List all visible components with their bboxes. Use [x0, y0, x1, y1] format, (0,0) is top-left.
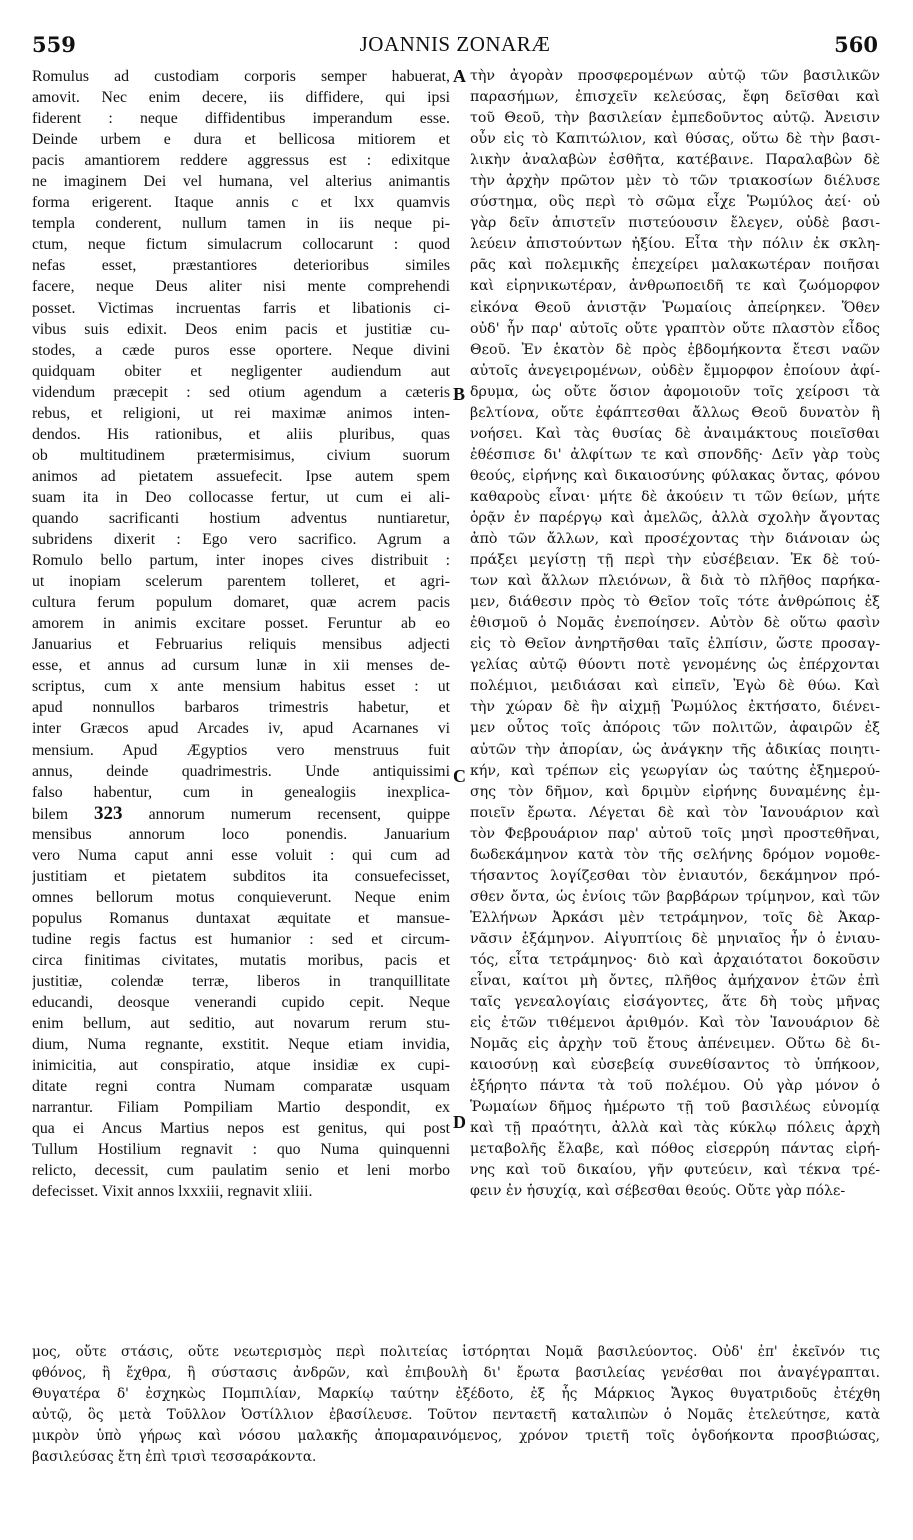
latin-text-line: inimicitia, aut conspiratio, atque insidiæ ex cupi- [32, 1057, 450, 1075]
latin-text-line: Tullum Hostilium regnavit : quo Numa quinquenni [32, 1141, 450, 1159]
greek-text-line: πράξει μεγίστῃ τῇ περὶ τὴν εὐσέβειαν. Ἐκ δὲ τού- [470, 552, 880, 569]
greek-text-line: πολέμιοι, μειδιάσαι καὶ εἰπεῖν, Ἐγὼ δὲ θύω. Καὶ [470, 678, 880, 695]
latin-text-line: videndum præcepit : sed otium agendum a cæteris [32, 383, 450, 401]
latin-text-line: ne imaginem Dei vel humana, vel alterius animantis [32, 173, 450, 191]
greek-text-line: εἰς τὸ Θεῖον ἀνηρτῆσθαι ταῖς ἐλπίσιν, ὥστε προσαγ- [470, 636, 880, 653]
greek-text-line: θεούς, εἰρήνης καὶ δικαιοσύνης φύλακας ὄντας, φόνου [470, 467, 880, 484]
greek-text-line: σύστημα, οὓς περὶ τὸ σῶμα εἶχε Ῥωμύλος ἀεί· οὐ [470, 194, 880, 211]
greek-text-line: Θεοῦ. Ἐν ἑκατὸν δὲ πρὸς ἑβδομήκοντα ἔτεσι ναῶν [470, 341, 880, 358]
greek-text-line: αὐτῶν τὴν ἀπορίαν, ὡς ἀνάγκην τῆς ἀδικίας ποιητι- [470, 741, 880, 758]
latin-text-line: relicto, decessit, cum paulatim senio et leni morbo [32, 1162, 450, 1180]
greek-text-line: γελίας αὐτῷ θύοντι ποτὲ γενομένης ὡς ἐπέρχονται [470, 657, 880, 674]
greek-text-line: νης καὶ τοῦ δικαίου, γῆν φυτεύειν, καὶ τέκνα τρέ- [470, 1162, 880, 1179]
latin-text-line: dium, Numa regnante, exstitit. Neque etiam invidia, [32, 1036, 450, 1054]
greek-text-line: τὴν ἀρχὴν πρῶτον μὲν τὸ τῶν τριακοσίων διέλυσε [470, 173, 880, 190]
greek-text-line: ἐξήρητο πάντα τὰ τοῦ πολέμου. Οὐ γὰρ μόνον ὁ [470, 1078, 880, 1095]
margin-letter-c: C [453, 766, 466, 786]
greek-text-line: Νομᾶς εἰς ἀρχὴν τοῦ ἔτους ἀπένειμεν. Οὕτω δὲ δι- [470, 1036, 880, 1053]
latin-text-line: stodes, a cæde puros esse oportere. Neque divini [32, 341, 450, 359]
latin-text-line: ctum, neque fictum simulacrum collocarunt : quod [32, 236, 450, 254]
latin-text-line: rebus, et religioni, ut rei maximæ animos inten- [32, 404, 450, 422]
latin-text-line: posset. Victimas incruentas farris et libationis ci- [32, 299, 450, 317]
greek-text-line: βελτίονα, οὔτε ἐφάπτεσθαι ἄλλως Θεοῦ δυνατὸν ἢ [470, 404, 880, 421]
greek-text-line: κήν, καὶ τρέπων εἰς γεωργίαν ὡς ταύτης ἐξημερού- [470, 762, 880, 779]
latin-text-line: narrantur. Filiam Pompiliam Martio despondit, ex [32, 1099, 450, 1117]
greek-text-line: εἶναι, καίτοι μὴ ὄντες, πλῆθος ἀμήχανον ἐτῶν ἐπὶ [470, 973, 880, 990]
latin-text-line: Januarius et Februarius reliquis mensibus adjecti [32, 636, 450, 654]
greek-text-line: δρυμα, ὡς οὔτε ὅσιον ἀφομοιοῦν τοῖς χείροσι τὰ [470, 383, 880, 400]
greek-text-line: τὴν χώραν δὲ ἣν αἰχμῇ Ῥωμύλος ἐκτήσατο, διένει- [470, 699, 880, 716]
greek-text-line: οὐδ' ἦν παρ' αὐτοῖς οὔτε γραπτὸν οὔτε πλαστὸν εἶδος [470, 320, 880, 337]
latin-text-line: inter Græcos apud Arcades iv, apud Acarnanes vi [32, 720, 450, 738]
greek-text-line: εἰκόνα Θεοῦ ἀνιστᾷν Ῥωμαίοις ἀπείρηκεν. Ὅθεν [470, 299, 880, 316]
latin-text-line: mensibus annorum loco ponendis. Januarium [32, 825, 450, 843]
greek-text-line: καθαροὺς εἶναι· μήτε δὲ ἀκούειν τι τῶν θείων, μήτε [470, 488, 880, 505]
latin-text-line: cultura ferum populum domaret, quæ acrem pacis [32, 594, 450, 612]
latin-text-line: quidquam obiter et negligenter audiendum aut [32, 362, 450, 380]
greek-column [470, 66, 880, 1203]
greek-text-line: των καὶ ἄλλων πλειόνων, ἃ διὰ τὸ πλῆθος παρήκα- [470, 573, 880, 590]
latin-text-line: enim bellum, aut seditio, aut novarum rerum stu- [32, 1015, 450, 1033]
greek-text-line: παρασήμων, ἐπισχεῖν κελεύσας, ἔφη δεῖσθαι καὶ [470, 89, 880, 106]
latin-text-line: Deinde urbem e dura et bellicosa mitiorem et [32, 131, 450, 149]
greek-text-line: καιοσύνῃ καὶ εὐσεβείᾳ συνεθίσαντος τὸ ὑπήκοον, [470, 1057, 880, 1074]
footer-text-line: Θυγατέρα δ' ἐσχηκὼς Πομπιλίαν, Μαρκίῳ ταύτην ἐξέδοτο, ἐξ ἧς Μάρκιος Ἄγκος θυγατριδοῦς ἐτέχθη [32, 1386, 880, 1402]
latin-text-line: suam ita in Deo collocasse fertur, ut cum ei ali- [32, 488, 450, 506]
latin-text-line: nefas esset, præstantiores deterioribus similes [32, 257, 450, 275]
latin-text-line: justitiæ, colendæ terræ, liberos in tranquillitate [32, 973, 450, 991]
greek-text-line: ταῖς γενεαλογίαις εἰσάγοντες, ἅτε δὴ τοὺς μῆνας [470, 994, 880, 1011]
greek-text-line: σθεν ὄντα, ὡς ἐνίοις τῶν βαρβάρων τρίμηνον, καὶ τῶν [470, 888, 880, 905]
footer-text-line: μικρὸν ὑπὸ γήρως καὶ νόσου μαλακῆς ἀπομαραινόμενος, χρόνον τριετῆ τοῖς ὀγδοήκοντα προσβιώσας, [32, 1428, 880, 1444]
greek-text-line: αὐτοῖς ἀνεγειρομένων, οὐδὲν ἔμμορφον ἐποίουν ἀφί- [470, 362, 880, 379]
latin-text-line: amovit. Nec enim decere, iis diffidere, qui ipsi [32, 89, 450, 107]
latin-text-line: Romulus ad custodiam corporis semper habuerat, [32, 68, 450, 85]
greek-text-line: καὶ εἰρηνικωτέραν, ἀνθρωποειδῆ τε καὶ ζωόμορφον [470, 278, 880, 295]
latin-text-line: educandi, deosque venerandi cupido cepit. Neque [32, 994, 450, 1012]
greek-text-line: καὶ τῇ πραότητι, ἀλλὰ καὶ τὰς κύκλῳ πόλεις ἀρχὴ [470, 1120, 880, 1137]
latin-text-line: defecisset. Vixit annos lxxxiii, regnavit xliii. [32, 1183, 313, 1201]
greek-text-line: μεν οὗτος τοῖς ἀπόροις τῶν πολιτῶν, ἀφαιρῶν ἐξ [470, 720, 880, 737]
greek-text-line: ἐθισμοῦ ὁ Νομᾶς ἐνεποίησεν. Αὐτὸν δὲ οὕτω φασὶν [470, 615, 880, 632]
latin-text-line: annus, deinde quadrimestris. Unde antiquissimi [32, 762, 450, 780]
latin-text-line: pacis amantiorem reddere aggressus est : edixitque [32, 152, 450, 170]
footer-paragraph [32, 1342, 880, 1468]
latin-text-line: apud nonnullos barbaros trimestris habetur, et [32, 699, 450, 717]
greek-text-line: τός, εἶτα τετράμηνος· διὸ καὶ ἀρχαιότατοι δοκοῦσιν [470, 951, 880, 968]
latin-text-line: subridens dixerit : Ego vero sacrifico. Agrum a [32, 531, 450, 549]
greek-text-line: μεταβολῆς ἔλαβε, καὶ πόθος εἰσερρύη πάντας εἰρή- [470, 1141, 880, 1158]
footer-text-line: μος, οὔτε στάσις, οὔτε νεωτερισμὸς περὶ πολιτείας ἱστόρηται Νομᾶ βασιλεύοντος. Οὐδ' ἐπ' ἐκεῖνόν τις [32, 1344, 880, 1360]
page-reference-number: 323 [94, 802, 123, 824]
greek-text-line: ὁρᾷν ἐν παρέργῳ καὶ ἀμελῶς, ἀλλὰ σχολὴν ἄγοντας [470, 509, 880, 526]
greek-text-line: ἐθέσπισε δι' ἀλφίτων τε καὶ σπονδῆς· Δεῖν γὰρ τοὺς [470, 446, 880, 463]
greek-text-line: λεύειν ἀπιστούντων ἠξίου. Εἶτα τὴν πόλιν ἐκ σκλη- [470, 236, 880, 253]
latin-text-line: fiderent : neque diffidentibus imperandum esse. [32, 110, 450, 128]
greek-text-line: εἰς ἐτῶν τιθέμενοι ἀριθμόν. Καὶ τὸν Ἰανουάριον δὲ [470, 1015, 880, 1032]
greek-text-line: οὖν εἰς τὸ Καπιτώλιον, καὶ θύσας, οὕτω δὲ τὴν βασι- [470, 131, 880, 148]
latin-text-line: bilem 323 annorum numerum recensent, quippe [32, 802, 450, 824]
greek-text-line: τὸν Φεβρουάριον παρ' αὐτοῦ τοῖς μησὶ προστεθῆναι, [470, 825, 880, 842]
latin-text-line: populus Romanus duntaxat æquitate et mansue- [32, 909, 450, 927]
footer-text-line: φθόνος, ἢ ἔχθρα, ἢ σύστασις ἀνδρῶν, καὶ ἐπιβουλὴ δι' ἔρωτα βασιλείας γενέσθαι ποι ἀναγέγραπται. [32, 1365, 880, 1381]
greek-text-line: τοῦ Θεοῦ, τὴν βασιλείαν ἐμπεδοῦντος αὐτῷ. Ἀνεισιν [470, 110, 880, 127]
greek-text-line: ρᾶς καὶ πολεμικῆς ἐπεχείρει μαλακωτέραν ποιῆσαι [470, 257, 880, 274]
latin-text-line: vero Numa caput anni esse voluit : qui cum ad [32, 846, 450, 864]
latin-text-line: scriptus, cum x ante mensium habitus esset : ut [32, 678, 450, 696]
greek-text-line: σης τὸν δῆμον, καὶ δριμὺν εἰρήνης δυναμένης ἐμ- [470, 783, 880, 800]
latin-text-line: falso habentur, cum in genealogiis inexplica- [32, 783, 450, 801]
greek-text-line: δωδεκάμηνον κατὰ τὸν τῆς σελήνης δρόμον νομοθε- [470, 846, 880, 863]
greek-text-line: νοήσει. Καὶ τὰς θυσίας δὲ ἀναιμάκτους ποιεῖσθαι [470, 425, 880, 442]
greek-text-line: νᾶσιν ἑξάμηνον. Αἰγυπτίοις δὲ μηνιαῖος ἦν ὁ ἐνιαυ- [470, 930, 880, 947]
page-number-right: 560 [834, 32, 878, 57]
greek-text-line: γὰρ δεῖν ἀπιστεῖν πιστεύουσιν ἔλεγεν, οὐδὲ βασι- [470, 215, 880, 232]
latin-text-line: esse, et annus ad cursum lunæ in xii menses de- [32, 657, 450, 675]
latin-text-line: templa conderent, nullum tamen in iis neque pi- [32, 215, 450, 233]
latin-text-line: omnes bellorum motus conquieverunt. Neque enim [32, 888, 450, 906]
greek-text-line: τὴν ἀγορὰν προσφερομένων αὐτῷ τῶν βασιλικῶν [470, 68, 880, 84]
margin-letter-b: B [453, 384, 466, 404]
latin-text-line: facere, neque Deus aliter nisi mente comprehendi [32, 278, 450, 296]
latin-text-line: ob multitudinem prætermisimus, civium suorum [32, 446, 450, 464]
footer-text-line: αὐτῷ, ὃς μετὰ Τοῦλλον Ὀστίλλιον ἐβασίλευσε. Τοῦτον πενταετῆ καταλιπὼν ὁ Νομᾶς ἐτελεύτησε, κατὰ [32, 1407, 880, 1423]
greek-text-line: Ῥωμαίων δῆμος ἡμέρωτο τῇ τοῦ βασιλέως εὐνομίᾳ [470, 1099, 880, 1116]
page-number-left: 559 [32, 32, 76, 57]
greek-text-line: μεν, διάθεσιν πρὸς τὸ Θεῖον τοῖς τότε ἀνθρώποις ἐξ [470, 594, 880, 611]
margin-letter-a: A [453, 66, 466, 86]
page-header [30, 32, 880, 62]
running-title: JOANNIS ZONARÆ [359, 32, 551, 56]
greek-text-line: τήσαντος λογίζεσθαι τὸν ἐνιαυτόν, δεκάμηνον πρό- [470, 867, 880, 884]
footer-text-line: βασιλεύσας ἔτη ἐπὶ τρισὶ τεσσαράκοντα. [32, 1449, 317, 1465]
latin-text-line: dendos. His rationibus, et aliis pluribus, quas [32, 425, 450, 443]
greek-text-line: ἀπὸ τῶν ἄλλων, καὶ προσέχοντας τὴν διάνοιαν ὡς [470, 531, 880, 548]
latin-text-line: circa finitimas civitates, mutatis moribus, pacis et [32, 951, 450, 969]
latin-column [32, 66, 450, 1203]
greek-text-line: Ἑλλήνων Ἀρκάσι μὲν τετράμηνον, τοῖς δὲ Ἀκαρ- [470, 909, 880, 926]
latin-text-line: ditate regni contra Numam comparatæ usquam [32, 1078, 450, 1096]
latin-text-line: mensium. Apud Ægyptios vero menstruus fuit [32, 741, 450, 759]
latin-text-line: Romulo bello partum, inter inopes cives distribuit : [32, 552, 450, 570]
latin-text-line: tudine regis factus est humanior : sed et circum- [32, 930, 450, 948]
latin-text-line: amorem in animis excitare posset. Feruntur ab eo [32, 615, 450, 633]
latin-text-line: animos ad pietatem assuefecit. Ipse autem spem [32, 467, 450, 485]
latin-text-line: forma erigerent. Itaque annis c et lxx quamvis [32, 194, 450, 212]
latin-text-line: qua ei Ancus Martius nepos est genitus, qui post [32, 1120, 450, 1138]
latin-text-line: justitiam et pietatem subditos ita consuefecisset, [32, 867, 450, 885]
latin-text-line: ut inopiam scelerum parentem tolleret, et agri- [32, 573, 450, 591]
greek-text-line: λικὴν ἀναλαβὼν ἐσθῆτα, κατέβαινε. Παραλαβὼν δὲ [470, 152, 880, 169]
latin-text-line: quando sacrificanti hostium adventus nuntiaretur, [32, 509, 450, 527]
latin-text-line: vibus suis edixit. Deos enim pacis et justitiæ cu- [32, 320, 450, 338]
greek-text-line: φειν ἐν ἡσυχίᾳ, καὶ σέβεσθαι θεούς. Οὔτε γὰρ πόλε- [470, 1183, 846, 1200]
margin-letter-d: D [453, 1112, 466, 1132]
greek-text-line: ποιεῖν ἔρωτα. Λέγεται δὲ καὶ τὸν Ἰανουάριον καὶ [470, 804, 880, 821]
